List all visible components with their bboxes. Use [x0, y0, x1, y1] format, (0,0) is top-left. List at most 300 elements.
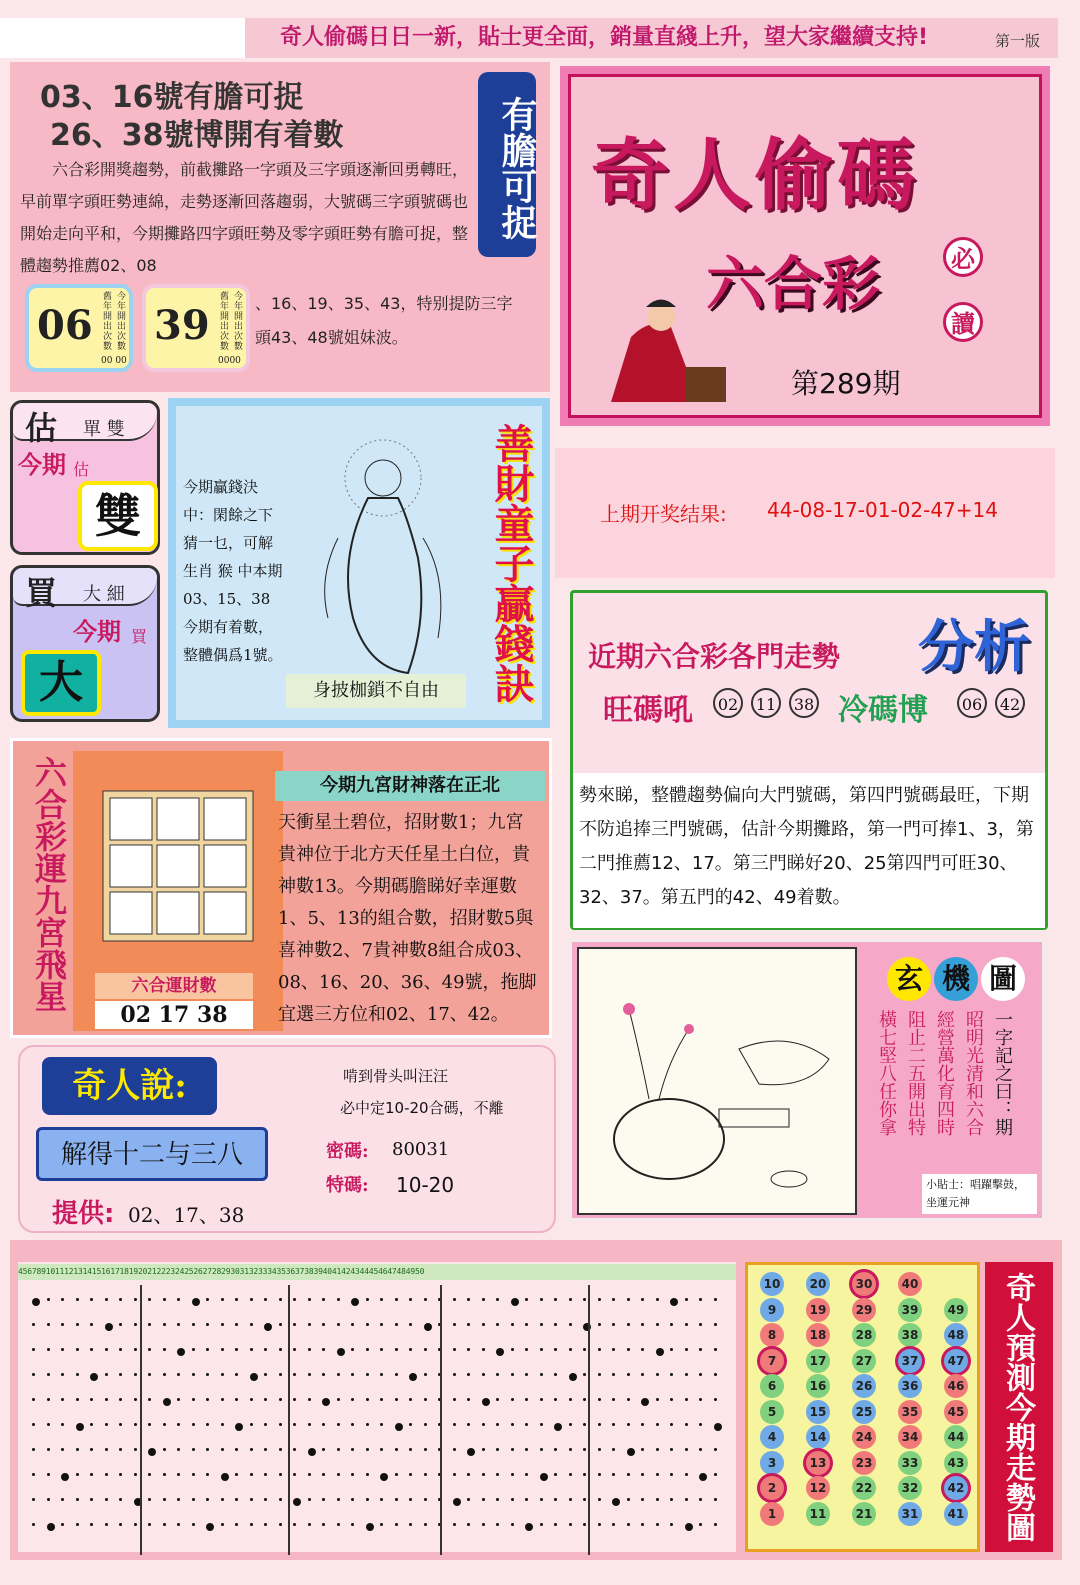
trend-dot — [279, 1448, 282, 1451]
trend-dot — [337, 1498, 340, 1501]
trend-dot — [308, 1398, 311, 1401]
trend-dot — [163, 1448, 166, 1451]
secret-value: 80031 — [392, 1139, 450, 1160]
trend-dot — [221, 1348, 224, 1351]
trend-dot — [641, 1473, 644, 1476]
number-ball: 22 — [852, 1476, 876, 1500]
trend-dot — [482, 1373, 485, 1376]
trend-dot — [90, 1523, 93, 1526]
edition-label: 第一版 — [994, 32, 1040, 50]
trend-dot — [453, 1348, 456, 1351]
trend-dot — [322, 1398, 330, 1406]
trend-dot — [395, 1423, 403, 1431]
trend-dot — [496, 1298, 499, 1301]
trend-dot — [105, 1398, 108, 1401]
trend-dot — [467, 1448, 475, 1456]
number-ball: 5 — [760, 1400, 784, 1424]
trend-dot — [235, 1398, 238, 1401]
trend-dot — [641, 1348, 644, 1351]
trend-dot — [699, 1373, 702, 1376]
trend-dot — [148, 1448, 156, 1456]
poem-line: 橫七堅八任你拿 — [876, 1010, 897, 1136]
trend-dot — [612, 1398, 615, 1401]
trend-dot — [395, 1448, 398, 1451]
trend-dot — [308, 1448, 316, 1456]
trend-dot — [351, 1398, 354, 1401]
special-value: 10-20 — [396, 1173, 455, 1197]
guess-panel — [10, 400, 160, 555]
trend-dot — [235, 1348, 238, 1351]
provide-label: 提供: — [52, 1199, 115, 1229]
must-2: 讀 — [951, 309, 975, 338]
number-ball: 1 — [760, 1502, 784, 1526]
trend-dot — [467, 1473, 470, 1476]
trend-dot — [235, 1298, 238, 1301]
trend-dot — [714, 1498, 717, 1501]
trend-dot — [192, 1448, 195, 1451]
trend-dot — [105, 1448, 108, 1451]
masthead-title: 奇人偷碼 — [591, 130, 920, 221]
trend-dot — [482, 1448, 485, 1451]
hot-number: 11 — [751, 688, 781, 718]
trend-dot — [496, 1498, 499, 1501]
trend-dot — [424, 1323, 432, 1331]
trend-dot — [540, 1323, 543, 1326]
trend-dot — [264, 1298, 267, 1301]
trend-dot — [714, 1373, 717, 1376]
qiren-title: 奇人說: — [42, 1057, 217, 1115]
trend-dot — [61, 1398, 64, 1401]
trend-dot — [250, 1448, 253, 1451]
number-ball: 27 — [852, 1349, 876, 1373]
trend-dot — [351, 1348, 354, 1351]
starred-number-ball: 37 — [898, 1349, 922, 1373]
lucky-numbers: 02 17 38 — [95, 1001, 253, 1029]
number-ball: 36 — [898, 1374, 922, 1398]
trend-dot — [351, 1298, 359, 1306]
left-blank-strip — [0, 18, 245, 58]
trend-dot — [685, 1398, 688, 1401]
trend-dot — [496, 1423, 499, 1426]
number-ball: 11 — [806, 1502, 830, 1526]
trend-dot — [337, 1423, 340, 1426]
trend-dot — [525, 1323, 528, 1326]
trend-dot — [322, 1448, 325, 1451]
article-paragraph-2: 、16、19、35、43，特别提防三字頭43、48號姐妹波。 — [255, 294, 513, 347]
trend-dot — [177, 1473, 180, 1476]
trend-dot — [598, 1398, 601, 1401]
qiren-panel — [18, 1045, 556, 1233]
trend-dot — [337, 1473, 340, 1476]
trend-dot — [206, 1448, 209, 1451]
trend-dot — [308, 1498, 311, 1501]
trend-dot — [496, 1348, 504, 1356]
trend-dot — [409, 1323, 412, 1326]
trend-dot — [554, 1323, 557, 1326]
poem-line: 昭明光清和六合 — [963, 1010, 984, 1136]
provide-numbers: 02、17、38 — [128, 1203, 245, 1227]
trend-dot — [453, 1373, 456, 1376]
trend-dot — [699, 1498, 702, 1501]
trend-dot — [61, 1298, 64, 1301]
trend-dot — [134, 1523, 137, 1526]
trend-dot — [105, 1423, 108, 1426]
trend-dot — [656, 1498, 659, 1501]
trend-dot — [525, 1398, 528, 1401]
trend-dot — [119, 1373, 122, 1376]
header-slogan: 奇人偷碼日日一新，貼士更全面，銷量直綫上升，望大家繼續支持! — [245, 18, 1058, 58]
number-ball: 28 — [852, 1323, 876, 1347]
trend-dot — [467, 1498, 470, 1501]
trend-dot — [134, 1298, 137, 1301]
trend-dot — [482, 1498, 485, 1501]
trend-dot — [206, 1498, 209, 1501]
trend-dot — [105, 1323, 113, 1331]
trend-dot — [598, 1348, 601, 1351]
trend-dot — [163, 1373, 166, 1376]
cold-label: 冷碼博 — [838, 693, 928, 728]
trend-dot — [453, 1523, 456, 1526]
trend-dot — [453, 1448, 456, 1451]
trend-dot — [685, 1298, 688, 1301]
number-ball: 8 — [760, 1323, 784, 1347]
last-result-numbers: 44-08-17-01-02-47+14 — [767, 498, 998, 522]
trend-dot — [656, 1423, 659, 1426]
trend-dot — [467, 1398, 470, 1401]
trend-dot — [105, 1523, 108, 1526]
fortune-child-panel — [168, 398, 550, 728]
starred-number-ball: 7 — [760, 1349, 784, 1373]
trend-dot — [322, 1498, 325, 1501]
nine-palace-panel — [10, 738, 552, 1038]
trend-dot — [380, 1498, 383, 1501]
trend-dot — [163, 1523, 166, 1526]
headline-1: 03、16號有膽可捉 — [40, 80, 304, 115]
trend-dot — [76, 1398, 79, 1401]
trend-dot — [409, 1523, 412, 1526]
trend-dot — [685, 1348, 688, 1351]
trend-dot — [250, 1398, 253, 1401]
trend-dot — [119, 1448, 122, 1451]
buy-label: 今期 — [73, 618, 121, 646]
trend-dot — [525, 1498, 528, 1501]
trend-dot — [583, 1348, 586, 1351]
trend-dot — [308, 1473, 311, 1476]
trend-dot — [279, 1398, 282, 1401]
trend-vertical-title: 奇人預測今期走勢圖 — [1000, 1272, 1035, 1542]
trend-dot — [627, 1448, 635, 1456]
card-side-text: 今年開出次數 — [117, 292, 127, 352]
trend-dot — [351, 1498, 354, 1501]
trend-dot — [641, 1298, 644, 1301]
qiren-riddle: 解得十二与三八 — [36, 1127, 268, 1181]
guess-header — [13, 403, 157, 447]
trend-dot — [612, 1298, 615, 1301]
trend-dot — [177, 1373, 180, 1376]
trend-dot — [206, 1423, 209, 1426]
trend-dot — [453, 1298, 456, 1301]
trend-dot — [134, 1448, 137, 1451]
special-label: 特碼: — [326, 1175, 369, 1196]
number-ball: 43 — [944, 1451, 968, 1475]
nine-palace-vertical-title: 六合彩運九宮飛星 — [30, 756, 68, 1012]
starred-number-ball: 47 — [944, 1349, 968, 1373]
trend-dot — [366, 1448, 369, 1451]
trend-dot — [279, 1498, 282, 1501]
buy-options: 大 細 — [83, 584, 125, 605]
trend-dot — [467, 1423, 470, 1426]
trend-dot — [409, 1348, 412, 1351]
trend-dot — [163, 1498, 166, 1501]
number-ball: 40 — [898, 1272, 922, 1296]
trend-dot — [714, 1298, 717, 1301]
trend-dot — [453, 1398, 456, 1401]
trend-dot — [235, 1498, 238, 1501]
trend-dot — [453, 1498, 461, 1506]
trend-dot — [569, 1373, 577, 1381]
number-ball: 21 — [852, 1502, 876, 1526]
vertical-tag-text: 有膽可捉 — [496, 95, 537, 240]
trend-dot — [395, 1498, 398, 1501]
trend-dot — [540, 1473, 548, 1481]
trend-dot — [250, 1473, 253, 1476]
trend-dot — [714, 1323, 717, 1326]
trend-dot — [264, 1348, 267, 1351]
number-ball: 33 — [898, 1451, 922, 1475]
trend-dot — [47, 1423, 50, 1426]
trend-dot — [395, 1323, 398, 1326]
trend-dot — [90, 1298, 93, 1301]
trend-dot — [90, 1423, 93, 1426]
trend-dot — [337, 1323, 340, 1326]
trend-dot — [424, 1348, 427, 1351]
card-number: 39 — [154, 302, 210, 349]
card-count: 00 00 — [101, 356, 127, 366]
trend-dot — [627, 1498, 630, 1501]
trend-dot — [134, 1473, 137, 1476]
starred-number-ball: 30 — [852, 1272, 876, 1296]
trend-dot — [308, 1323, 311, 1326]
trend-dot — [685, 1373, 688, 1376]
trend-dot — [641, 1373, 644, 1376]
trend-dot — [511, 1323, 514, 1326]
trend-dot — [90, 1348, 93, 1351]
trend-dot — [61, 1473, 69, 1481]
trend-dot — [569, 1473, 572, 1476]
trend-dot — [366, 1473, 369, 1476]
trend-dot — [583, 1448, 586, 1451]
trend-dot — [380, 1398, 383, 1401]
trend-dot — [482, 1398, 490, 1406]
number-ball: 4 — [760, 1425, 784, 1449]
number-ball: 12 — [806, 1476, 830, 1500]
trend-dot — [380, 1323, 383, 1326]
trend-dot — [612, 1498, 620, 1506]
trend-dot — [32, 1523, 35, 1526]
trend-dot — [177, 1498, 180, 1501]
trend-dot — [714, 1473, 717, 1476]
trend-dot — [670, 1298, 678, 1306]
trend-dot — [322, 1423, 325, 1426]
trend-dot — [598, 1448, 601, 1451]
trend-dot — [554, 1448, 557, 1451]
trend-dot — [264, 1473, 267, 1476]
trend-dot — [47, 1298, 50, 1301]
trend-dot — [540, 1498, 543, 1501]
trend-dot — [148, 1523, 151, 1526]
trend-dot — [583, 1298, 586, 1301]
trend-dot — [714, 1423, 722, 1431]
trend-dot — [424, 1473, 427, 1476]
trend-dot — [395, 1398, 398, 1401]
trend-dot — [598, 1298, 601, 1301]
trend-dot — [250, 1498, 253, 1501]
trend-dot — [264, 1523, 267, 1526]
trend-dot — [627, 1423, 630, 1426]
trend-dot — [656, 1298, 659, 1301]
trend-dot — [47, 1323, 50, 1326]
cold-number: 42 — [995, 688, 1025, 718]
secret-label: 密碼: — [326, 1141, 369, 1162]
trend-dot — [264, 1498, 267, 1501]
trend-dot — [656, 1398, 659, 1401]
number-ball: 44 — [944, 1425, 968, 1449]
trend-dot — [61, 1448, 64, 1451]
xuanji-title-3: 圖 — [981, 957, 1025, 1001]
trend-dot — [264, 1448, 267, 1451]
trend-dot — [206, 1523, 214, 1531]
trend-dot — [105, 1348, 108, 1351]
trend-dot — [264, 1398, 267, 1401]
issue-number: 第289期 — [791, 367, 901, 400]
trend-dot — [32, 1473, 35, 1476]
trend-dot — [61, 1348, 64, 1351]
trend-dot — [47, 1448, 50, 1451]
trend-dot — [90, 1398, 93, 1401]
trend-dot — [496, 1473, 499, 1476]
trend-dot — [221, 1423, 224, 1426]
trend-dot — [482, 1473, 485, 1476]
trend-dot — [61, 1323, 64, 1326]
starred-number-ball: 42 — [944, 1476, 968, 1500]
trend-dot — [192, 1373, 195, 1376]
trend-dot — [612, 1323, 615, 1326]
trend-dot — [612, 1448, 615, 1451]
trend-dot — [293, 1498, 301, 1506]
guess-head: 估 — [25, 409, 58, 447]
trend-dot — [235, 1448, 238, 1451]
trend-dot — [409, 1298, 412, 1301]
poem-line: 一字記之曰：期 — [992, 1010, 1013, 1136]
number-ball: 20 — [806, 1272, 830, 1296]
trend-dot — [380, 1373, 383, 1376]
trend-dot — [293, 1523, 296, 1526]
trend-dot — [32, 1498, 35, 1501]
trend-dot — [337, 1448, 340, 1451]
trend-dot — [32, 1323, 35, 1326]
trend-dot — [699, 1398, 702, 1401]
trend-dot — [206, 1473, 209, 1476]
trend-dot — [366, 1323, 369, 1326]
trend-dot — [192, 1348, 195, 1351]
trend-dot — [467, 1323, 470, 1326]
trend-dot — [424, 1498, 427, 1501]
trend-dot — [235, 1323, 238, 1326]
trend-dot — [409, 1473, 412, 1476]
number-ball: 19 — [806, 1298, 830, 1322]
trend-dot — [525, 1423, 528, 1426]
palace-grid-icon — [98, 786, 258, 946]
buy-panel — [10, 565, 160, 722]
trend-dot — [482, 1523, 485, 1526]
number-ball: 10 — [760, 1272, 784, 1296]
trend-dot — [177, 1398, 180, 1401]
number-ball: 9 — [760, 1298, 784, 1322]
trend-dot — [641, 1323, 644, 1326]
trend-dot — [76, 1323, 79, 1326]
trend-dot — [699, 1323, 702, 1326]
trend-vertical-title-box — [985, 1262, 1053, 1552]
trend-dot — [482, 1298, 485, 1301]
trend-dot — [714, 1523, 717, 1526]
trend-dot — [47, 1498, 50, 1501]
guess-suffix: 估 — [73, 460, 90, 479]
hot-label: 旺碼吼 — [603, 693, 693, 728]
trend-dot — [279, 1373, 282, 1376]
number-ball: 17 — [806, 1349, 830, 1373]
trend-dot — [76, 1498, 79, 1501]
trend-dot — [424, 1298, 427, 1301]
trend-dot — [177, 1348, 185, 1356]
trend-dot — [148, 1348, 151, 1351]
trend-dot — [569, 1323, 572, 1326]
trend-dot — [525, 1473, 528, 1476]
xuanji-title-2: 機 — [934, 957, 978, 1001]
trend-dot — [351, 1523, 354, 1526]
trend-dot — [351, 1448, 354, 1451]
trend-dot — [627, 1473, 630, 1476]
trend-dot — [163, 1348, 166, 1351]
trend-dot — [511, 1498, 514, 1501]
trend-dot — [366, 1298, 369, 1301]
trend-dot — [409, 1498, 412, 1501]
trend-dot — [714, 1348, 717, 1351]
poem-line: 阻止二五開出特 — [905, 1010, 926, 1136]
trend-dot — [76, 1473, 79, 1476]
trend-dot — [32, 1423, 35, 1426]
trend-dot — [670, 1523, 673, 1526]
trend-dot — [598, 1498, 601, 1501]
trend-dot — [583, 1398, 586, 1401]
number-ball: 25 — [852, 1400, 876, 1424]
trend-dot — [554, 1373, 557, 1376]
trend-dot — [177, 1423, 180, 1426]
trend-dot — [699, 1523, 702, 1526]
fortune-text: 今期贏錢決中：閑餘之下猜一乜，可解生肖 猴 中本期03、15、38今期有着數，整體偶爲1號。 — [183, 478, 283, 664]
trend-dot — [685, 1448, 688, 1451]
trend-dot — [134, 1423, 137, 1426]
trend-dot — [192, 1423, 195, 1426]
trend-dot — [206, 1323, 209, 1326]
trend-dot — [177, 1298, 180, 1301]
trend-dot — [583, 1423, 586, 1426]
trend-dot — [279, 1348, 282, 1351]
trend-dot — [380, 1423, 383, 1426]
buy-answer-box — [21, 650, 101, 716]
trend-dot — [308, 1373, 311, 1376]
trend-dot — [685, 1498, 688, 1501]
trend-dot — [554, 1523, 557, 1526]
